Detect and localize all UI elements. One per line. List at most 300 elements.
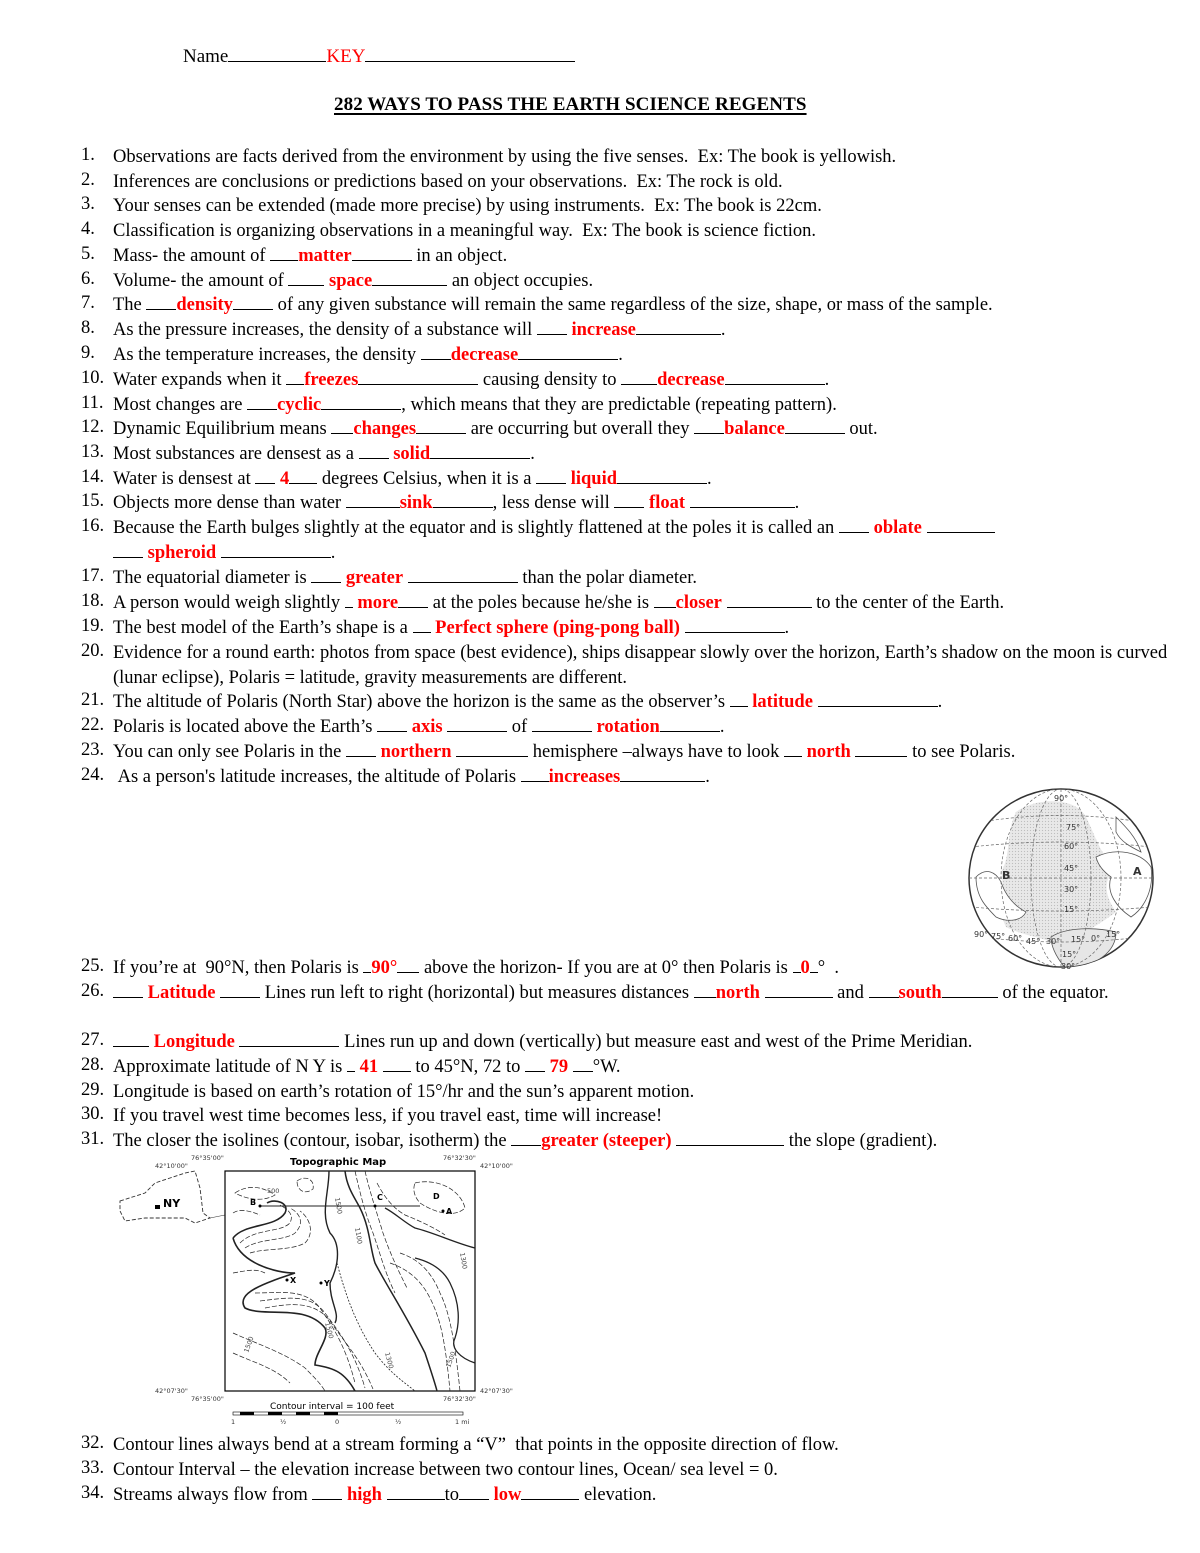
list-item-number: 34. bbox=[81, 1483, 105, 1503]
answer-blank bbox=[784, 740, 802, 757]
list-item-text bbox=[113, 591, 1173, 616]
body-text: Objects more dense than water bbox=[113, 493, 346, 513]
topo-corner-bl-lon: 76°35'00" bbox=[191, 1395, 224, 1403]
answer-text: cyclic bbox=[277, 395, 322, 415]
list-item-number: 3. bbox=[81, 194, 95, 214]
svg-text:½: ½ bbox=[280, 1418, 287, 1426]
list-item-number: 28. bbox=[81, 1055, 105, 1075]
list-item-text bbox=[113, 343, 1173, 368]
body-text: Contour Interval – the elevation increase between two contour lines, Ocean/ sea level = 0. bbox=[113, 1460, 778, 1480]
answer-text: 0 bbox=[800, 958, 810, 978]
body-text: in an object. bbox=[411, 246, 508, 266]
answer-text: matter bbox=[298, 246, 352, 266]
answer-blank bbox=[869, 981, 899, 998]
answer-text: 90° bbox=[371, 958, 398, 978]
list-item-text bbox=[113, 1458, 1173, 1483]
answer-blank bbox=[521, 1483, 579, 1500]
list-item-text bbox=[113, 616, 1173, 641]
topographic-map-icon bbox=[115, 1153, 545, 1428]
list-item-text bbox=[113, 442, 1173, 467]
page-title: 282 WAYS TO PASS THE EARTH SCIENCE REGENTS bbox=[334, 94, 807, 115]
list-item-number: 24. bbox=[81, 765, 105, 785]
svg-text:15°: 15° bbox=[1106, 930, 1121, 939]
svg-text:90°: 90° bbox=[1054, 794, 1069, 803]
list-item-text bbox=[113, 269, 1173, 294]
svg-text:X: X bbox=[290, 1276, 297, 1285]
answer-blank bbox=[785, 417, 845, 434]
answer-blank bbox=[398, 591, 428, 608]
body-text: . bbox=[794, 493, 800, 513]
body-text: A person would weigh slightly bbox=[113, 593, 345, 613]
body-text: . bbox=[530, 444, 535, 464]
svg-text:1 mi: 1 mi bbox=[455, 1418, 470, 1426]
list-item-number: 9. bbox=[81, 343, 95, 363]
body-text: You can only see Polaris in the bbox=[113, 742, 346, 762]
answer-blank bbox=[421, 343, 451, 360]
answer-blank bbox=[654, 591, 676, 608]
answer-blank bbox=[636, 318, 721, 335]
svg-text:0°: 0° bbox=[1091, 934, 1101, 943]
svg-text:A: A bbox=[446, 1207, 453, 1216]
answer-blank bbox=[525, 1055, 545, 1072]
topo-title: Topographic Map bbox=[290, 1157, 387, 1168]
answer-blank bbox=[220, 981, 260, 998]
answer-blank bbox=[247, 393, 277, 410]
body-text: . bbox=[618, 345, 623, 365]
list-item-number: 17. bbox=[81, 566, 105, 586]
answer-text: rotation bbox=[596, 717, 660, 737]
list-item-number: 26. bbox=[81, 981, 105, 1001]
list-item-number: 13. bbox=[81, 442, 105, 462]
answer-blank bbox=[312, 1483, 342, 1500]
list-item-text bbox=[113, 1030, 1173, 1055]
answer-blank bbox=[383, 1055, 411, 1072]
answer-blank bbox=[430, 442, 530, 459]
body-text: Your senses can be extended (made more precise) by using instruments. Ex: The book is 22cm. bbox=[113, 196, 822, 216]
answer-blank bbox=[765, 981, 833, 998]
svg-text:30°: 30° bbox=[1046, 937, 1061, 946]
answer-blank bbox=[311, 566, 341, 583]
answer-text: north bbox=[715, 983, 760, 1003]
answer-blank bbox=[685, 616, 785, 633]
body-text: causing density to bbox=[478, 370, 622, 390]
svg-text:D: D bbox=[433, 1192, 440, 1201]
answer-blank bbox=[532, 715, 592, 732]
answer-blank bbox=[660, 715, 720, 732]
body-text: Longitude is based on earth’s rotation of 15°/hr and the sun’s apparent motion. bbox=[113, 1082, 695, 1102]
answer-text: south bbox=[898, 983, 942, 1003]
body-text: Lines run left to right (horizontal) but measures distances bbox=[260, 983, 694, 1003]
answer-text: freezes bbox=[304, 370, 359, 390]
topographic-map-figure bbox=[115, 1153, 545, 1428]
answer-blank bbox=[146, 293, 176, 310]
body-text: hemisphere –always have to look bbox=[528, 742, 784, 762]
list-item-text bbox=[113, 690, 1173, 715]
body-text: at the poles because he/she is bbox=[428, 593, 654, 613]
answer-text: float bbox=[649, 493, 686, 513]
name-blank bbox=[228, 44, 326, 62]
list-item-text bbox=[113, 170, 1173, 195]
body-text: As the temperature increases, the density bbox=[113, 345, 421, 365]
list-item-text bbox=[113, 1483, 1173, 1508]
answer-text: axis bbox=[411, 717, 443, 737]
body-text: . bbox=[707, 469, 712, 489]
body-text: Polaris is located above the Earth’s bbox=[113, 717, 378, 737]
topo-scale-bar bbox=[231, 1412, 470, 1426]
svg-text:1500: 1500 bbox=[333, 1196, 344, 1215]
list-item-text bbox=[113, 516, 1173, 566]
list-item-number: 1. bbox=[81, 145, 95, 165]
list-item-text bbox=[113, 1055, 1173, 1080]
svg-text:1500: 1500 bbox=[242, 1335, 256, 1354]
list-item-number: 33. bbox=[81, 1458, 105, 1478]
list-item-text bbox=[113, 194, 1173, 219]
svg-text:500: 500 bbox=[267, 1187, 280, 1195]
list-item-number: 25. bbox=[81, 956, 105, 976]
answer-blank bbox=[620, 765, 705, 782]
body-text: Inferences are conclusions or predictions based on your observations. Ex: The rock is old. bbox=[113, 172, 783, 192]
answer-blank bbox=[270, 244, 298, 261]
answer-blank bbox=[359, 442, 389, 459]
topo-contour-interval: Contour interval = 100 feet bbox=[270, 1402, 395, 1412]
list-item-number: 4. bbox=[81, 219, 95, 239]
answer-blank bbox=[289, 467, 317, 484]
answer-blank bbox=[810, 956, 818, 973]
body-text: to see Polaris. bbox=[907, 742, 1016, 762]
body-text: of the equator. bbox=[997, 983, 1109, 1003]
name-blank-trailing bbox=[365, 44, 575, 62]
list-item-text bbox=[113, 244, 1173, 269]
topo-corner-tl-lon: 76°35'00" bbox=[191, 1154, 224, 1162]
list-item-text bbox=[113, 566, 1173, 591]
list-item-number: 16. bbox=[81, 516, 105, 536]
body-text: Water is densest at bbox=[113, 469, 256, 489]
answer-text: Latitude bbox=[147, 983, 216, 1003]
answer-blank bbox=[221, 541, 331, 558]
answer-blank bbox=[942, 981, 998, 998]
body-text: than the polar diameter. bbox=[517, 568, 697, 588]
body-text: Dynamic Equilibrium means bbox=[113, 419, 332, 439]
body-text: Most changes are bbox=[113, 395, 248, 415]
body-text: . bbox=[720, 320, 726, 340]
body-text: above the horizon- If you are at 0° then Polaris is bbox=[419, 958, 793, 978]
answer-blank bbox=[927, 516, 995, 533]
body-text: Streams always flow from bbox=[113, 1485, 313, 1505]
answer-text: solid bbox=[393, 444, 431, 464]
body-text: . bbox=[824, 370, 830, 390]
list-item-number: 21. bbox=[81, 690, 105, 710]
answer-text: spheroid bbox=[147, 542, 217, 563]
answer-text: changes bbox=[353, 419, 417, 439]
answer-text: decrease bbox=[657, 370, 725, 390]
body-text: The closer the isolines (contour, isobar, isotherm) the bbox=[113, 1131, 512, 1151]
body-text: the slope (gradient). bbox=[784, 1131, 938, 1151]
answer-blank bbox=[839, 516, 869, 533]
svg-text:75°: 75° bbox=[1066, 823, 1081, 832]
body-text: to 45°N, 72 to bbox=[410, 1057, 525, 1077]
list-item-text bbox=[113, 1080, 1173, 1105]
answer-blank bbox=[387, 1483, 445, 1500]
body-text: Evidence for a round earth: photos from space (best evidence), ships disappear slowly over the horizon, Earth’s shadow on the moon is curved (lunar eclipse), Polaris = latitude, gravity measurements are different. bbox=[113, 643, 1172, 688]
answer-blank bbox=[358, 368, 478, 385]
answer-blank bbox=[372, 269, 447, 286]
body-text: °W. bbox=[592, 1057, 621, 1077]
list-item-text bbox=[113, 1129, 1173, 1154]
topo-corner-br-lon: 76°32'30" bbox=[443, 1395, 476, 1403]
answer-blank bbox=[818, 690, 938, 707]
answer-blank bbox=[676, 1129, 784, 1146]
answer-blank bbox=[855, 740, 907, 757]
body-text: , less dense will bbox=[492, 493, 615, 513]
answer-blank bbox=[447, 715, 507, 732]
list-item-number: 11. bbox=[81, 393, 104, 413]
list-item-number: 23. bbox=[81, 740, 105, 760]
svg-text:½: ½ bbox=[395, 1418, 402, 1426]
answer-text: greater bbox=[345, 568, 404, 588]
svg-text:45°: 45° bbox=[1026, 937, 1041, 946]
body-text: of bbox=[507, 717, 532, 737]
svg-text:45°: 45° bbox=[1064, 864, 1079, 873]
list-item-number: 20. bbox=[81, 641, 105, 661]
topo-corner-tr-lon: 76°32'30" bbox=[443, 1154, 476, 1162]
list-item-text bbox=[113, 417, 1173, 442]
body-text: If you’re at 90°N, then Polaris is bbox=[113, 958, 364, 978]
body-text: The best model of the Earth’s shape is a bbox=[113, 618, 413, 638]
body-text: , which means that they are predictable (repeating pattern). bbox=[401, 395, 837, 415]
body-text: of any given substance will remain the same regardless of the size, shape, or mass of the sample. bbox=[272, 295, 993, 315]
answer-text: closer bbox=[675, 593, 722, 613]
body-text: to bbox=[444, 1485, 459, 1505]
answer-text: 4 bbox=[279, 469, 290, 489]
answer-text: latitude bbox=[752, 692, 813, 712]
body-text: . bbox=[784, 618, 790, 638]
topo-corner-br-lat: 42°07'30" bbox=[480, 1387, 513, 1395]
list-item-number: 8. bbox=[81, 318, 95, 338]
svg-text:60°: 60° bbox=[1064, 842, 1079, 851]
list-item-text bbox=[113, 467, 1173, 492]
list-item-text bbox=[113, 715, 1173, 740]
list-item-number: 18. bbox=[81, 591, 105, 611]
answer-text: Perfect sphere (ping-pong ball) bbox=[435, 618, 680, 638]
answer-blank bbox=[113, 541, 143, 558]
answer-blank bbox=[730, 690, 748, 707]
answer-blank bbox=[239, 1030, 339, 1047]
topo-inset-label: NY bbox=[163, 1197, 181, 1210]
answer-text: increase bbox=[571, 320, 636, 340]
body-text: The equatorial diameter is bbox=[113, 568, 312, 588]
answer-blank bbox=[725, 368, 825, 385]
body-text: Lines run up and down (vertically) but measure east and west of the Prime Meridian. bbox=[339, 1032, 973, 1052]
answer-blank bbox=[413, 616, 431, 633]
answer-blank bbox=[694, 981, 716, 998]
answer-blank bbox=[793, 956, 801, 973]
answer-text: more bbox=[357, 593, 399, 613]
svg-text:1100: 1100 bbox=[353, 1226, 364, 1245]
body-text: elevation. bbox=[579, 1485, 657, 1505]
topo-corner-bl-lat: 42°07'30" bbox=[155, 1387, 188, 1395]
answer-text: 79 bbox=[549, 1057, 569, 1077]
list-item-text bbox=[113, 219, 1173, 244]
svg-text:30°: 30° bbox=[1061, 962, 1076, 970]
answer-blank bbox=[377, 715, 407, 732]
list-item-number: 30. bbox=[81, 1104, 105, 1124]
answer-text: density bbox=[176, 295, 233, 315]
list-item-text bbox=[113, 318, 1173, 343]
answer-blank bbox=[288, 269, 324, 286]
list-item-number: 22. bbox=[81, 715, 105, 735]
list-item-number: 27. bbox=[81, 1030, 105, 1050]
body-text: If you travel west time becomes less, if you travel east, time will increase! bbox=[113, 1106, 663, 1126]
answer-blank bbox=[456, 740, 528, 757]
answer-blank bbox=[352, 244, 412, 261]
answer-text: northern bbox=[380, 742, 452, 762]
name-value: KEY bbox=[326, 46, 366, 67]
answer-text: liquid bbox=[570, 469, 618, 489]
list-item-text bbox=[113, 491, 1173, 516]
answer-blank bbox=[573, 1055, 593, 1072]
svg-text:C: C bbox=[377, 1193, 383, 1202]
list-item-text bbox=[113, 293, 1173, 318]
body-text: Mass- the amount of bbox=[113, 246, 271, 266]
list-item-text bbox=[113, 981, 1173, 1006]
list-item-text bbox=[113, 1104, 1173, 1129]
body-text: . bbox=[705, 767, 710, 787]
answer-text: Longitude bbox=[153, 1032, 235, 1052]
body-text: Observations are facts derived from the environment by using the five senses. Ex: The book is yellowish. bbox=[113, 147, 897, 167]
answer-blank bbox=[433, 491, 493, 508]
body-text: As the pressure increases, the density of a substance will bbox=[113, 320, 537, 340]
topo-corner-tl-lat: 42°10'00" bbox=[155, 1162, 188, 1170]
svg-text:15°: 15° bbox=[1062, 950, 1077, 959]
body-text: ° . bbox=[817, 958, 840, 978]
answer-text: balance bbox=[724, 419, 785, 439]
answer-blank bbox=[347, 1055, 355, 1072]
answer-text: north bbox=[806, 742, 851, 762]
answer-blank bbox=[345, 591, 353, 608]
answer-blank bbox=[286, 368, 304, 385]
answer-text: increases bbox=[548, 767, 621, 787]
answer-blank bbox=[346, 491, 400, 508]
answer-blank bbox=[416, 417, 466, 434]
body-text: The bbox=[113, 295, 147, 315]
svg-text:B: B bbox=[250, 1198, 257, 1207]
list-item-number: 15. bbox=[81, 491, 105, 511]
list-item-text bbox=[113, 393, 1173, 418]
body-text: Contour lines always bend at a stream forming a “V” that points in the opposite direction of flow. bbox=[113, 1435, 839, 1455]
body-text: Because the Earth bulges slightly at the equator and is slightly flattened at the poles it is called an bbox=[113, 518, 839, 538]
svg-text:15°: 15° bbox=[1064, 905, 1079, 914]
svg-text:30°: 30° bbox=[1064, 885, 1079, 894]
list-item-text bbox=[113, 145, 1173, 170]
answer-blank bbox=[537, 318, 567, 335]
body-text: an object occupies. bbox=[447, 271, 594, 291]
svg-text:75°: 75° bbox=[991, 932, 1006, 941]
answer-blank bbox=[614, 491, 644, 508]
list-item-number: 31. bbox=[81, 1129, 105, 1149]
answer-blank bbox=[511, 1129, 541, 1146]
list-item-number: 6. bbox=[81, 269, 95, 289]
body-text: Volume- the amount of bbox=[113, 271, 289, 291]
answer-text: space bbox=[329, 271, 373, 291]
body-text: and bbox=[832, 983, 869, 1003]
svg-text:15°: 15° bbox=[1071, 935, 1086, 944]
answer-blank bbox=[113, 981, 143, 998]
svg-text:1: 1 bbox=[231, 1418, 236, 1426]
list-item-number: 10. bbox=[81, 368, 105, 388]
answer-text: 41 bbox=[359, 1057, 379, 1077]
svg-text:1300: 1300 bbox=[383, 1351, 396, 1370]
list-item-text bbox=[113, 641, 1173, 691]
answer-blank bbox=[521, 765, 549, 782]
list-item-text bbox=[113, 368, 1173, 393]
answer-blank bbox=[113, 1030, 149, 1047]
list-item-number: 5. bbox=[81, 244, 95, 264]
body-text: . bbox=[719, 717, 725, 737]
answer-blank bbox=[518, 343, 618, 360]
body-text: . bbox=[937, 692, 943, 712]
list-item-number: 2. bbox=[81, 170, 95, 190]
body-text: . bbox=[330, 542, 336, 563]
svg-text:0: 0 bbox=[335, 1418, 340, 1426]
list-item-number: 29. bbox=[81, 1080, 105, 1100]
answer-blank bbox=[621, 368, 657, 385]
answer-text: decrease bbox=[450, 345, 519, 365]
answer-blank bbox=[617, 467, 707, 484]
globe-icon bbox=[966, 787, 1156, 970]
answer-blank bbox=[397, 956, 419, 973]
list-item-number: 12. bbox=[81, 417, 105, 437]
answer-blank bbox=[727, 591, 812, 608]
answer-blank bbox=[690, 491, 795, 508]
name-label: Name bbox=[183, 46, 229, 67]
answer-blank bbox=[459, 1483, 489, 1500]
answer-text: sink bbox=[399, 493, 433, 513]
list-item-number: 14. bbox=[81, 467, 105, 487]
answer-blank bbox=[408, 566, 518, 583]
answer-blank bbox=[331, 417, 353, 434]
list-item-number: 32. bbox=[81, 1433, 105, 1453]
list-item-text bbox=[113, 1433, 1173, 1458]
topo-corner-tr-lat: 42°10'00" bbox=[480, 1162, 513, 1170]
body-text: to the center of the Earth. bbox=[811, 593, 1005, 613]
answer-text: greater (steeper) bbox=[541, 1131, 672, 1151]
svg-text:60°: 60° bbox=[1008, 934, 1023, 943]
answer-blank bbox=[536, 467, 566, 484]
globe-point-a: A bbox=[1133, 865, 1142, 878]
body-text: degrees Celsius, when it is a bbox=[317, 469, 537, 489]
svg-text:1300: 1300 bbox=[458, 1251, 469, 1270]
body-text: Classification is organizing observations in a meaningful way. Ex: The book is science fiction. bbox=[113, 221, 817, 241]
answer-blank bbox=[255, 467, 275, 484]
answer-blank bbox=[694, 417, 724, 434]
answer-blank bbox=[321, 393, 401, 410]
answer-text: oblate bbox=[873, 518, 922, 538]
body-text: Most substances are densest as a bbox=[113, 444, 359, 464]
list-item-number: 19. bbox=[81, 616, 105, 636]
body-text: out. bbox=[844, 419, 878, 439]
name-field-line bbox=[183, 44, 575, 68]
list-item-text bbox=[113, 740, 1173, 765]
body-text: Water expands when it bbox=[113, 370, 287, 390]
body-text: are occurring but overall they bbox=[466, 419, 695, 439]
globe-point-b: B bbox=[1002, 869, 1011, 882]
list-item-number: 7. bbox=[81, 293, 95, 313]
svg-text:90°: 90° bbox=[974, 930, 989, 939]
answer-blank bbox=[233, 293, 273, 310]
svg-text:1500: 1500 bbox=[323, 1321, 336, 1340]
svg-text:Y: Y bbox=[324, 1279, 330, 1288]
globe-figure bbox=[966, 787, 1156, 970]
